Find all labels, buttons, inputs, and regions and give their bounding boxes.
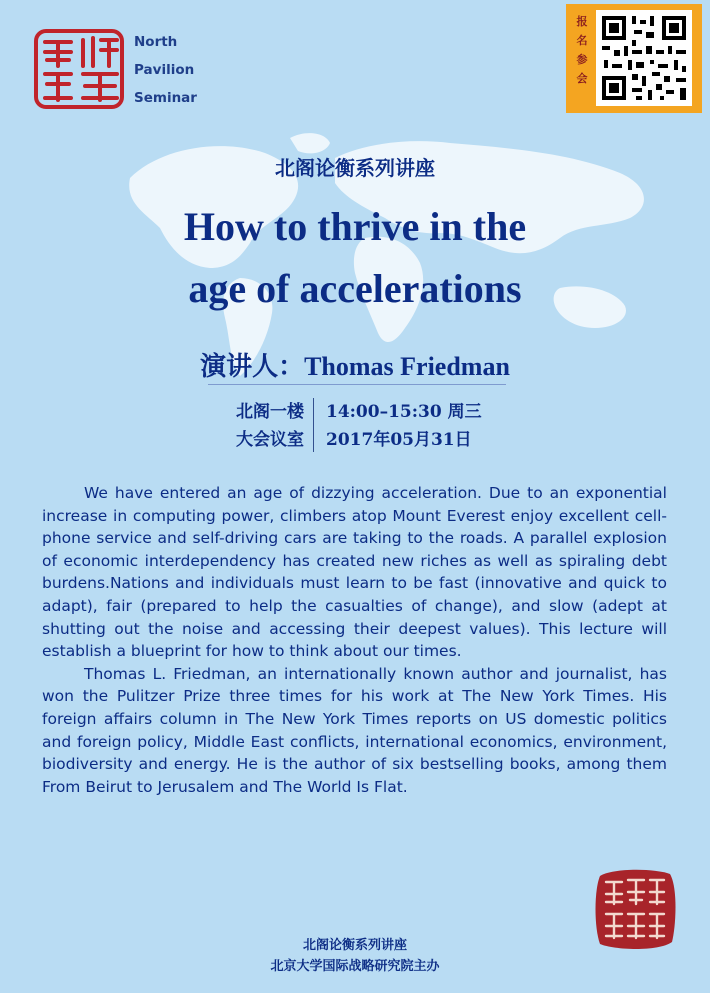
- registration-label-char: 报: [576, 15, 588, 28]
- speaker: 演讲人：Thomas Friedman: [200, 352, 510, 381]
- venue-line1: 北阁一楼: [236, 402, 304, 422]
- info-separator: [313, 398, 314, 452]
- lecture-title-line2: age of accelerations: [188, 266, 522, 311]
- venue-line2: 大会议室: [236, 430, 304, 450]
- seminar-name-line3: Seminar: [134, 90, 197, 106]
- seminar-name: [134, 28, 197, 112]
- seminar-name-line2: Pavilion: [134, 62, 195, 78]
- registration-panel: [566, 4, 702, 113]
- venue: [208, 398, 304, 454]
- footer-series: 北阁论衡系列讲座: [302, 938, 407, 953]
- divider: [208, 384, 506, 385]
- lecture-title: [0, 196, 710, 320]
- series-title: 北阁论衡系列讲座: [275, 156, 435, 180]
- lecture-description: [42, 482, 667, 798]
- speaker-bio-paragraph: Thomas L. Friedman, an internationally known author and journalist, has won the Pulitzer Prize three times for his work at The New York Times. His foreign affairs column in The New York Times reports on US domestic politics and foreign policy, Middle East conflicts, international economics, environment, biodiversity and energy. He is the author of six bestselling books, among them From Beirut to Jerusalem and The World Is Flat.: [42, 664, 667, 796]
- schedule-date: 2017年05月31日: [326, 430, 472, 450]
- registration-label-char: 参: [576, 53, 588, 66]
- footer: [0, 935, 710, 977]
- registration-label-char: 会: [576, 72, 588, 85]
- registration-label: [571, 12, 593, 88]
- seminar-name-line1: North: [134, 34, 178, 50]
- footer-host: 北京大学国际战略研究院主办: [270, 959, 440, 974]
- registration-label-char: 名: [576, 34, 588, 47]
- abstract-paragraph: We have entered an age of dizzying acceleration. Due to an exponential increase in computing power, climbers atop Mount Everest enjoy excellent cell-phone service and self-driving cars are taking to the roads. A parallel explosion of economic interdependency has created new riches as well as spiraling debt burdens.Nations and individuals must learn to be fast (innovative and quick to adapt), fair (prepared to help the casualties of change), and slow (adept at shutting out the noise and accessing their deepest values). This lecture will establish a blueprint for how to think about our times.: [42, 484, 667, 661]
- lecture-title-line1: How to thrive in the: [183, 204, 527, 249]
- schedule: [326, 398, 526, 454]
- registration-qr-code[interactable]: [596, 10, 692, 106]
- schedule-time: 14:00–15:30 周三: [326, 402, 482, 422]
- north-pavilion-seal-logo: [33, 28, 125, 110]
